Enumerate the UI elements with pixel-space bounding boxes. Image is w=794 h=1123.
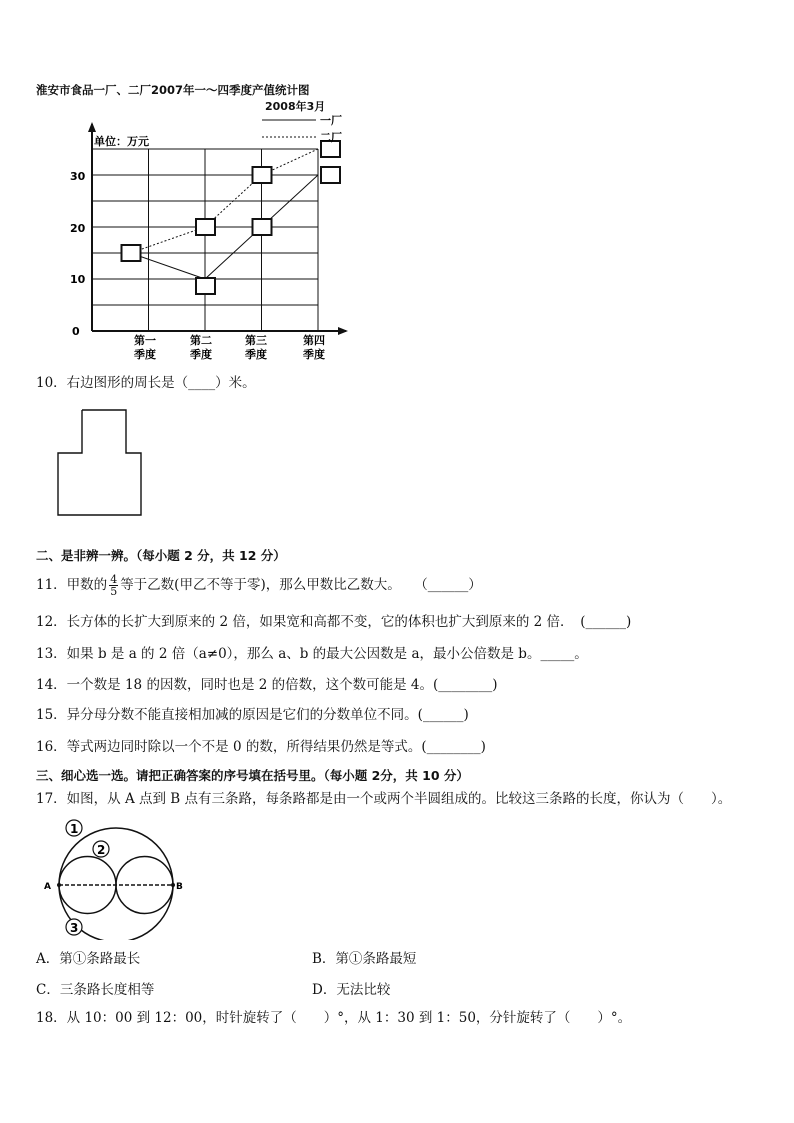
x-label: 第三 [245, 334, 267, 347]
option-b[interactable]: B．第①条路最短 [312, 951, 417, 967]
y-tick-label: 0 [72, 325, 80, 338]
x-label: 第四 [303, 334, 325, 347]
path-3-left [59, 885, 116, 914]
answer-box [321, 167, 340, 183]
label-2: 2 [97, 843, 106, 857]
point-a-label: A [44, 882, 51, 892]
x-label: 季度 [190, 348, 212, 361]
answer-box [253, 167, 272, 183]
question-18: 18．从 10：00 到 12：00，时针旋转了（ ）°，从 1：30 到 1：50，分针旋转了（ ）°。 [36, 1010, 632, 1026]
question-12: 12．长方体的长扩大到原来的 2 倍，如果宽和高都不变，它的体积也扩大到原来的 2 倍． (______) [36, 614, 632, 630]
legend-label-2: 二厂 [320, 131, 342, 144]
label-1: 1 [70, 822, 79, 836]
line-chart [0, 0, 400, 370]
answer-box [253, 219, 272, 235]
question-15: 15．异分母分数不能直接相加减的原因是它们的分数单位不同。(______) [36, 707, 469, 723]
path-3-right [116, 885, 173, 914]
question-16: 16．等式两边同时除以一个不是 0 的数，所得结果仍然是等式。(________) [36, 739, 486, 755]
option-a[interactable]: A．第①条路最长 [36, 951, 141, 967]
polygon-shape [58, 410, 141, 515]
chart-title: 淮安市食品一厂、二厂2007年一～四季度产值统计图 [36, 83, 310, 97]
chart-axes [88, 122, 348, 335]
question-10: 10．右边图形的周长是（____）米。 [36, 375, 256, 391]
answer-box [196, 278, 215, 294]
question-11: 11．甲数的 $\frac{4}{5}$ 等于乙数(甲乙不等于零)，那么甲数比乙数大。 （______） [36, 573, 482, 598]
x-label: 季度 [303, 348, 325, 361]
answer-boxes [122, 141, 341, 294]
x-label: 第二 [190, 334, 212, 347]
chart-series [131, 149, 319, 279]
option-d[interactable]: D．无法比较 [312, 982, 391, 998]
x-axis-arrow [338, 327, 348, 335]
option-c[interactable]: C．三条路长度相等 [36, 982, 155, 998]
section-heading-2: 二、是非辨一辨。（每小题 2 分，共 12 分） [36, 548, 286, 563]
x-label: 第一 [134, 334, 156, 347]
question-13: 13．如果 b 是 a 的 2 倍（a≠0），那么 a、b 的最大公因数是 a，最小公倍数是 b。_____。 [36, 646, 588, 662]
q17-figure [36, 815, 196, 940]
y-tick-label: 20 [70, 222, 86, 235]
answer-box [122, 245, 141, 261]
chart-date: 2008年3月 [265, 100, 326, 113]
legend-label-1: 一厂 [320, 114, 342, 127]
label-3: 3 [70, 921, 79, 935]
unit-label: 单位：万元 [94, 135, 149, 148]
x-label: 季度 [134, 348, 156, 361]
fraction: $\frac{4}{5}$ [110, 573, 118, 598]
question-14: 14．一个数是 18 的因数，同时也是 2 的倍数，这个数可能是 4。(________) [36, 677, 498, 693]
path-2-left [59, 857, 116, 886]
chart-grid [92, 149, 318, 331]
answer-box [196, 219, 215, 235]
section-heading-3: 三、细心选一选。请把正确答案的序号填在括号里。（每小题 2分，共 10 分） [36, 768, 469, 783]
x-label: 季度 [245, 348, 267, 361]
point-b-label: B [176, 882, 183, 892]
y-tick-label: 10 [70, 273, 86, 286]
q10-figure [36, 405, 236, 535]
y-tick-label: 30 [70, 170, 86, 183]
y-axis-arrow [88, 122, 96, 132]
question-17: 17．如图，从 A 点到 B 点有三条路，每条路都是由一个或两个半圆组成的。比较这三条路的长度，你认为（ ）。 [36, 791, 732, 807]
path-2-right [116, 857, 173, 886]
